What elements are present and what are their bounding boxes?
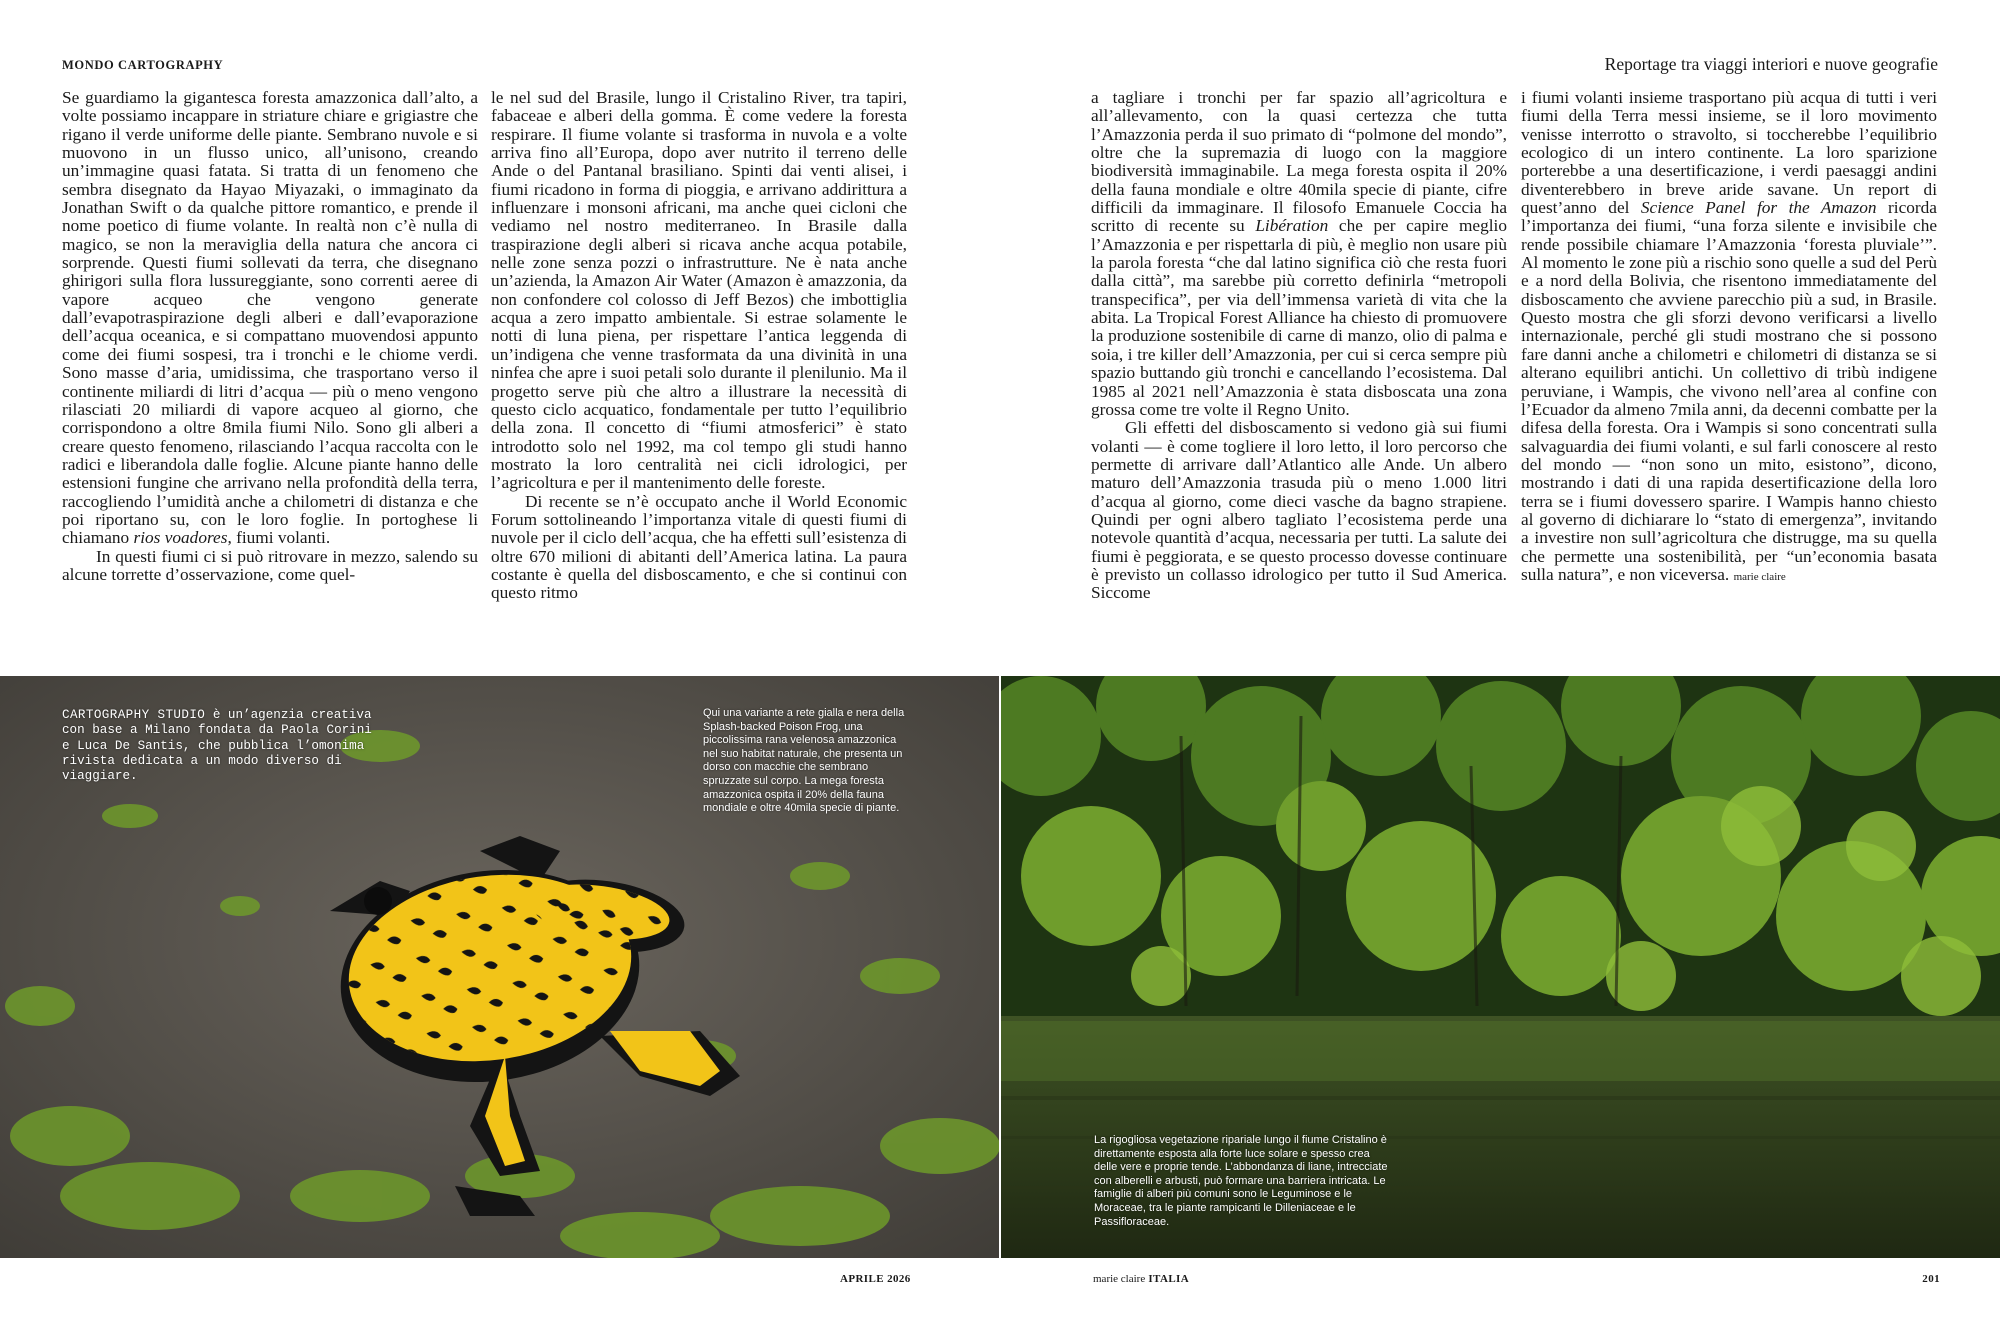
footer-date: APRILE 2026 [840,1273,911,1285]
article-paragraph: a tagliare i tronchi per far spazio all’agricoltura e all’allevamento, con la quasi certezza che tutta l’Amazzonia perda il suo primato di “polmone del mondo”, oltre che la supremazia di luogo con la maggiore biodiversità immaginabile. La mega foresta ospita il 20% della fauna mondiale e oltre 40mila specie di piante, cifre difficili da immaginare. Il filosofo Emanuele Coccia ha scritto di recente su Libération che per capire meglio l’Amazzonia e per rispettarla di più, è meglio non usare più la parola foresta “che dal latino significa ciò che resta fuori dalla città”, ma sarebbe più corretto definirla “metropoli transpecifica”, per via dell’immensa varietà di vita che la abita. La Tropical Forest Alliance ha chiesto di promuovere la produzione sostenibile di carne di manzo, olio di palma e soia, i tre killer dell’Amazzonia, per cui si cerca sempre più spazio buttando giù tronchi e cancellando l’ecosistema. Dal 1985 al 2021 nell’Amazzonia è stata disboscata una zona grossa come tre volte il Regno Unito. [1091,88,1507,419]
italic-term: Libération [1255,216,1329,236]
italic-term: rios voadores [133,528,228,548]
magazine-edition: ITALIA [1148,1273,1190,1285]
article-paragraph: le nel sud del Brasile, lungo il Cristalino River, tra tapiri, fabaceae e alberi della gomma. È come vedere la foresta respirare. Il fiume volante si trasforma in nuvola e a volte arriva fino all’Europa, dopo aver nutrito il terreno delle Ande o del Pantanal brasiliano. Spinti dai venti alisei, i fiumi ricadono in forma di pioggia, e arrivano addirittura a influenzare i monsoni africani, ma anche quei cicloni che vediamo nel nostro mediterraneo. In Brasile dalla traspirazione degli alberi si ricava anche acqua potabile, nelle zone senza pozzi o infrastrutture. Ne è nata anche un’azienda, la Amazon Air Water (Amazon è amazzonia, da non confondere col colosso di Jeff Bezos) che imbottiglia acqua a zero impatto ambientale. Si estrae solamente le notti di luna piena, per rispettare l’antica leggenda di un’indigena che venne trasformata da una divinità in una ninfea che apre i suoi petali solo durante il plenilunio. Ma il progetto serve più che altro a illustrare la necessità di questo ciclo acquatico, fondamentale per tutto l’equilibrio della zona. Il concetto di “fiumi atmosferici” è stato introdotto solo nel 1992, ma col tempo gli studi hanno mostrato la loro centralità nei cicli idrologici, per l’agricoltura e per il mantenimento delle foreste. [491,88,907,493]
page-kicker: Reportage tra viaggi interiori e nuove geografie [1604,54,1938,74]
frog-caption: Qui una variante a rete gialla e nera della Splash-backed Poison Frog, una piccolissima rana velenosa amazzonica nel suo habitat naturale, che presenta un dorso con macchie che sembrano spruzzate sul corpo. La mega foresta amazzonica ospita il 20% della fauna mondiale e oltre 40mila specie di piante. [703,707,905,815]
article-paragraph: Gli effetti del disboscamento si vedono già sui fiumi volanti — è come togliere il loro letto, il loro percorso che permette di arrivare dall’Atlantico alle Ande. Un albero maturo dell’Amazzonia trasuda più o meno 1.000 litri d’acqua al giorno, come dieci vasche da bagno strapiene. Quindi per ogni albero tagliato l’ecosistema perde una notevole quantità d’acqua, necessaria per tutti. La salute dei fiumi è peggiorata, e se questo processo dovesse continuare è previsto un collasso idrologico per tutto il Sud America. Siccome [1091,418,1507,603]
footer-magazine [1093,1273,1189,1285]
article-column-1 [62,89,478,584]
magazine-name: marie claire [1093,1273,1146,1285]
article-paragraph: Se guardiamo la gigantesca foresta amazzonica dall’alto, a volte possiamo incappare in striature chiare e grigiastre che rigano il verde uniforme delle piante. Sembrano nuvole e si muovono in un flusso unico, all’unisono, creando un’immagine quasi fatata. Si tratta di un fenomeno che sembra disegnato da Hayao Miyazaki, o immaginato da Jonathan Swift o da qualche pittore romantico, e prende il nome poetico di fiume volante. In realtà non c’è nulla di magico, se non la meraviglia della natura che ancora ci sorprende. Questi fiumi sollevati da terra, che disegnano ghirigori sulla flora lussureggiante, sono correnti aeree di vapore acqueo che vengono generate dall’evapotraspirazione degli alberi e dall’evaporazione dell’acqua oceanica, e si compattano muovendosi appunto come dei fiumi sospesi, tra i tronchi e le chiome verdi. Sono masse d’aria, umidissima, che trasportano verso il continente miliardi di litri d’acqua — più o meno vengono rilasciati 20 miliardi di vapore acqueo al giorno, che corrispondono a oltre 8mila fiumi Nilo. Sono gli alberi a creare questo fenomeno, rilasciando l’acqua raccolta con le radici e liberandola dalle foglie. Alcune piante hanno delle estensioni fungine che arrivano nella profondità della terra, raccogliendo l’umidità anche a chilometri di distanza e che poi riportano su, con le loro foglie. In portoghese li chiamano rios voadores, fiumi volanti. [62,88,478,548]
river-caption: La rigogliosa vegetazione ripariale lungo il fiume Cristalino è direttamente esposta alla forte luce solare e spesso crea delle vere e proprie tende. L’abbondanza di liane, intrecciate con alberelli e arbusti, può formare una barriera intricata. Le famiglie di alberi più comuni sono le Leguminose e le Moraceae, tra le piante rampicanti le Dilleniaceae e le Passifloraceae. [1094,1134,1388,1228]
article-paragraph: i fiumi volanti insieme trasportano più acqua di tutti i veri fiumi della Terra messi insieme, se il loro movimento venisse interrotto o stravolto, si toccherebbe l’equilibrio ecologico di un intero continente. La loro sparizione porterebbe a una desertificazione, i verdi paesaggi andini diventerebbero in breve aride savane. Un report di quest’anno del Science Panel for the Amazon ricorda l’importanza dei fiumi, “una forza silente e invisibile che rende possibile chiamare l’Amazzonia ‘foresta pluviale’”. Al momento le zone più a rischio sono quelle a sud del Perù e a nord della Bolivia, che risentono immediatamente del disboscamento che avviene parecchio più a sud, in Brasile. Questo mostra che gli sforzi devono verificarsi a livello internazionale, perché gli studi mostrano che si possono fare danni anche a chilometri e chilometri di distanza se si alterano equilibri antichi. Un collettivo di tribù indigene peruviane, i Wampis, che vivono nell’area al confine con l’Ecuador da almeno 7mila anni, da decenni combatte per la difesa della foresta. Ora i Wampis si sono concentrati sulla salvaguardia dei fiumi volanti, e sul farli conoscere al resto del mondo — “non sono un mito, esistono”, dicono, mostrando i dati di una rapida desertificazione della loro terra se i fiumi dovessero sparire. I Wampis hanno chiesto al governo di dichiarare lo “stato di emergenza”, invitando a investire non sull’agricoltura che distrugge, ma su quella che permette una sostenibilità, per “un’economia basata sulla natura”, e non viceversa. marie claire [1521,88,1937,584]
section-header: MONDO CARTOGRAPHY [62,58,224,72]
article-column-4 [1521,89,1937,586]
article-column-2 [491,89,907,603]
article-signature: marie claire [1733,570,1786,583]
studio-caption: CARTOGRAPHY STUDIO è un’agenzia creativa con base a Milano fondata da Paola Corini e Luca De Santis, che pubblica l’omonima rivista dedicata a un modo diverso di viaggiare. [62,708,372,784]
italic-term: Science Panel for the Amazon [1640,198,1877,218]
page-number: 201 [1922,1273,1940,1285]
studio-name: CARTOGRAPHY STUDIO [62,708,206,722]
article-column-3 [1091,89,1507,603]
article-paragraph: In questi fiumi ci si può ritrovare in mezzo, salendo su alcune torrette d’osservazione, come quel- [62,546,478,584]
article-paragraph: Di recente se n’è occupato anche il World Economic Forum sottolineando l’importanza vitale di questi fiumi di nuvole per il ciclo dell’acqua, che ha effetti sull’esistenza di oltre 670 milioni di abitanti dell’America latina. La paura costante è quella del disboscamento, e che si continui con questo ritmo [491,491,907,603]
